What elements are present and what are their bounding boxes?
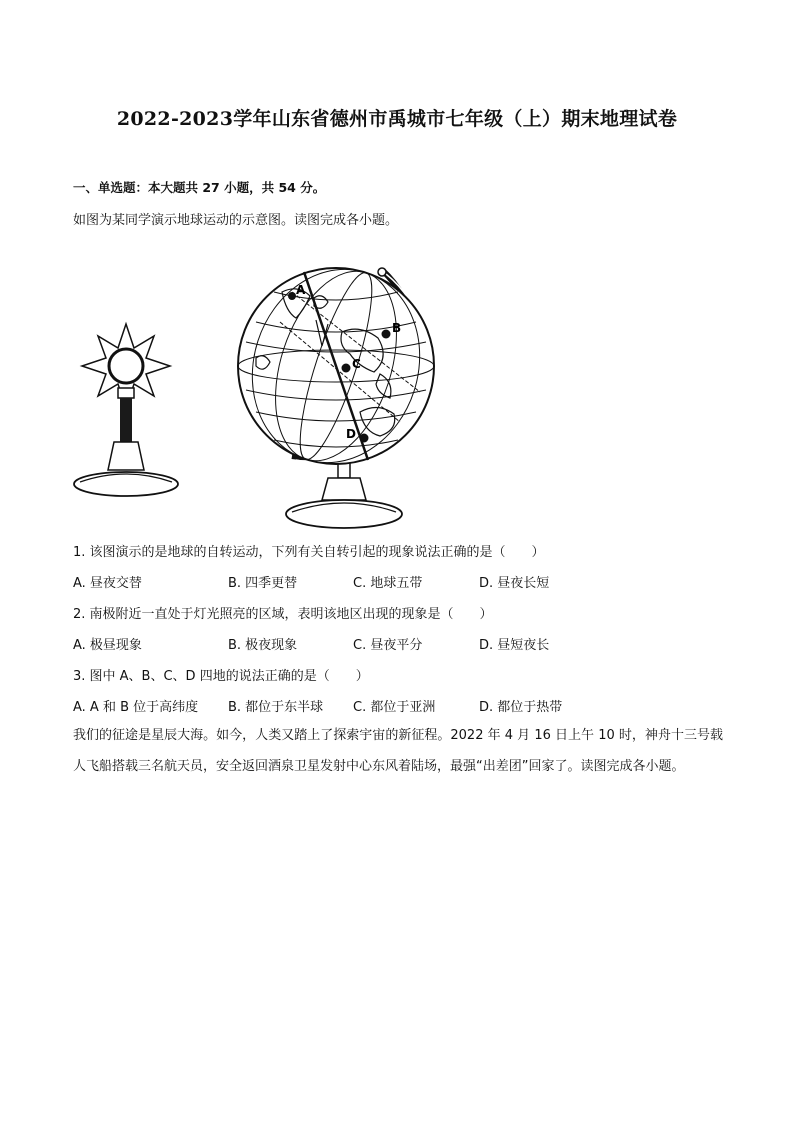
globe-label-a: A — [296, 283, 306, 297]
intro-text: 如图为某同学演示地球运动的示意图。读图完成各小题。 — [73, 213, 399, 228]
passage-text: 我们的征途是星辰大海。如今，人类又踏上了探索宇宙的新征程。2022 年 4 月 16 日上午 10 时，神舟十三号载人飞船搭载三名航天员，安全返回酒泉卫星发射中心东风着陆场，最强“出差团”回家了。读图完成各小题。 — [73, 728, 723, 774]
question-3-option-a[interactable]: A. A 和 B 位于高纬度 — [73, 700, 199, 715]
question-2-option-a[interactable]: A. 极昼现象 — [73, 638, 142, 653]
section-heading: 一、单选题：本大题共 27 小题，共 54 分。 — [73, 180, 326, 195]
question-3-option-d[interactable]: D. 都位于热带 — [479, 700, 563, 715]
page-title: 2022-2023学年山东省德州市禹城市七年级（上）期末地理试卷 — [116, 108, 678, 130]
sun-lamp-illustration — [74, 324, 178, 496]
globe-illustration — [228, 262, 445, 528]
question-2-option-b[interactable]: B. 极夜现象 — [228, 638, 298, 653]
question-3-option-c[interactable]: C. 都位于亚洲 — [353, 700, 436, 715]
question-1-stem: 1. 该图演示的是地球的自转运动，下列有关自转引起的现象说法正确的是（ ） — [73, 545, 545, 560]
question-1-option-d[interactable]: D. 昼夜长短 — [479, 576, 550, 591]
globe-label-d: D — [346, 427, 356, 441]
question-1-option-a[interactable]: A. 昼夜交替 — [73, 576, 142, 591]
sun-bulb-icon — [109, 349, 143, 383]
question-1-option-c[interactable]: C. 地球五带 — [353, 576, 423, 591]
question-2-option-c[interactable]: C. 昼夜平分 — [353, 638, 423, 653]
earth-motion-figure — [60, 262, 480, 532]
globe-label-b: B — [392, 321, 402, 335]
question-3-stem: 3. 图中 A、B、C、D 四地的说法正确的是（ ） — [73, 669, 369, 684]
globe-label-c: C — [352, 357, 361, 371]
question-2-stem: 2. 南极附近一直处于灯光照亮的区域，表明该地区出现的现象是（ ） — [73, 607, 493, 622]
question-1-option-b[interactable]: B. 四季更替 — [228, 576, 298, 591]
question-3-option-b[interactable]: B. 都位于东半球 — [228, 700, 324, 715]
question-2-option-d[interactable]: D. 昼短夜长 — [479, 638, 550, 653]
